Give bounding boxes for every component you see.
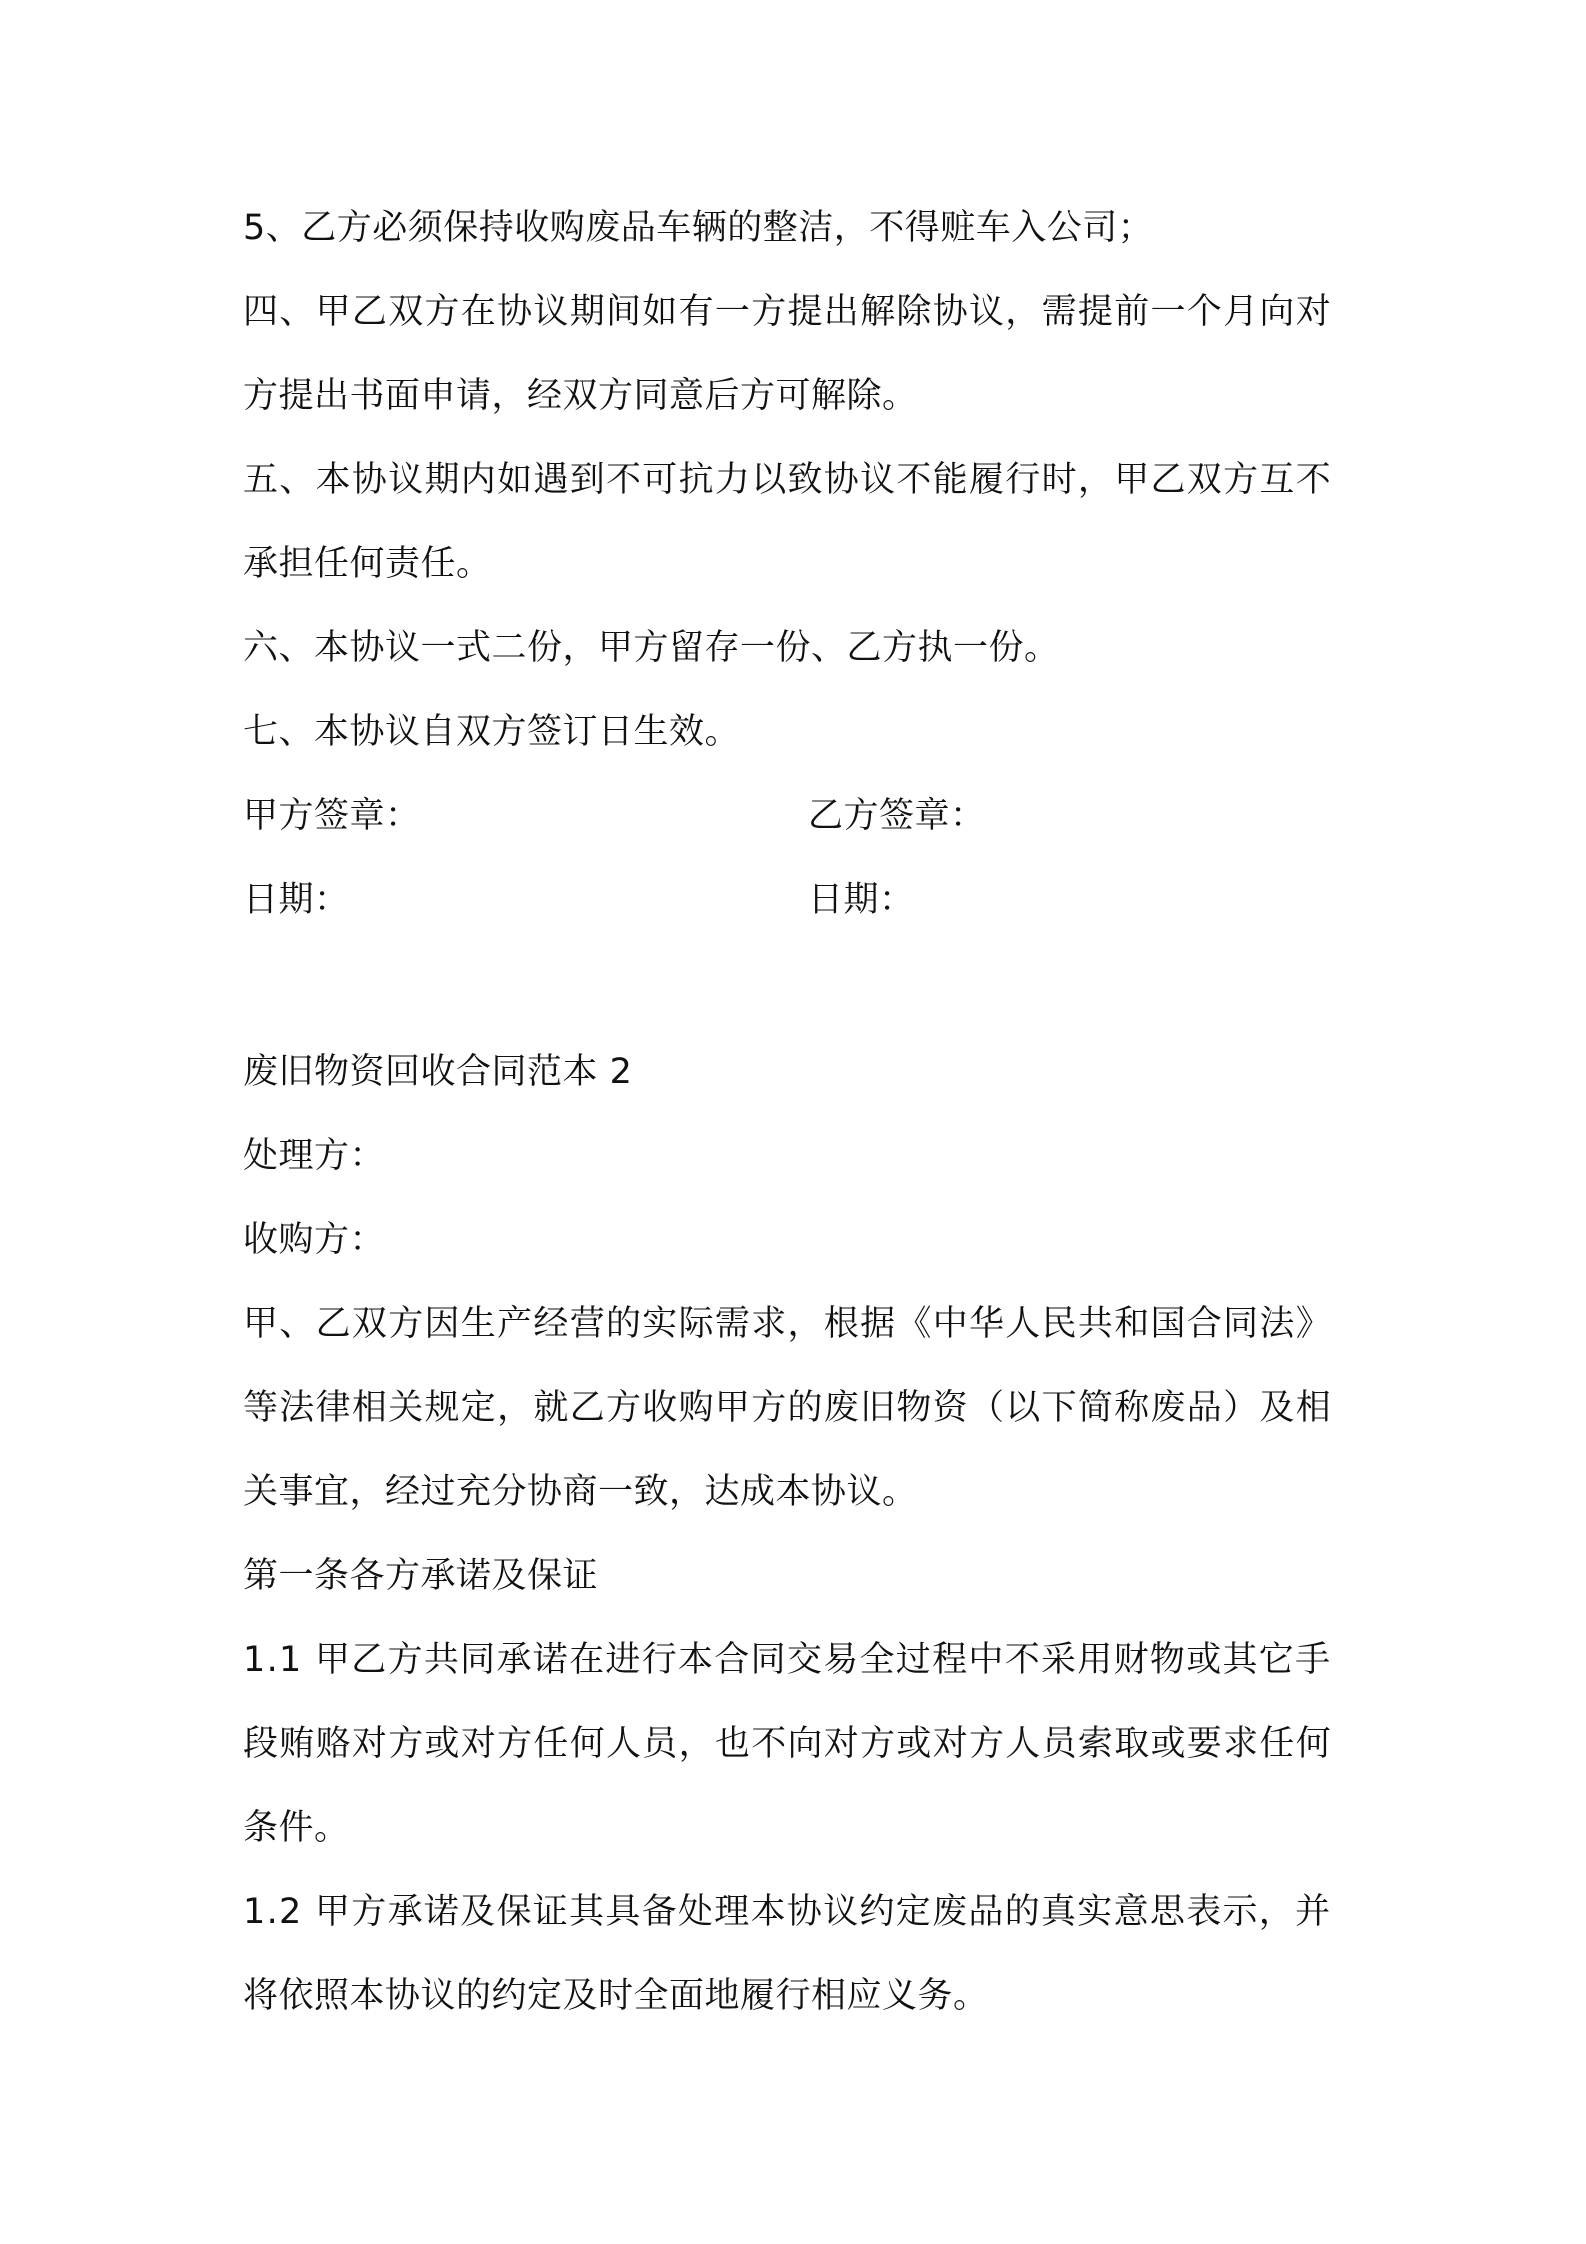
intro-line-3: 关事宜，经过充分协商一致，达成本协议。 (243, 1472, 918, 1512)
article-7-text: 七、本协议自双方签订日生效。 (243, 712, 741, 752)
clause-1-2-line-1: 1.2 甲方承诺及保证其具备处理本协议约定废品的真实意思表示，并 (243, 1892, 1332, 1932)
clause-1-1-line-1: 1.1 甲乙方共同承诺在进行本合同交易全过程中不采用财物或其它手 (243, 1640, 1332, 1680)
buyer-label: 收购方： (243, 1220, 386, 1260)
article-6-text: 六、本协议一式二份，甲方留存一份、乙方执一份。 (243, 628, 1060, 668)
contract-2-title: 废旧物资回收合同范本 2 (243, 1052, 633, 1092)
party-b-date-label: 日期： (808, 880, 915, 920)
article-4-line-1: 四、甲乙双方在协议期间如有一方提出解除协议，需提前一个月向对 (243, 292, 1333, 332)
article-5-line-1: 五、本协议期内如遇到不可抗力以致协议不能履行时，甲乙双方互不 (243, 460, 1333, 500)
clause-1-2-line-2: 将依照本协议的约定及时全面地履行相应义务。 (243, 1976, 989, 2016)
clause-5-text: 5、乙方必须保持收购废品车辆的整洁，不得赃车入公司； (243, 208, 1154, 248)
clause-1-1-line-3: 条件。 (243, 1808, 350, 1848)
party-a-seal-label: 甲方签章： (243, 796, 421, 836)
handler-label: 处理方： (243, 1136, 386, 1176)
clause-1-1-line-2: 段贿赂对方或对方任何人员，也不向对方或对方人员索取或要求任何 (243, 1724, 1333, 1764)
party-a-date-label: 日期： (243, 880, 350, 920)
party-b-seal-label: 乙方签章： (808, 796, 986, 836)
article-1-title: 第一条各方承诺及保证 (243, 1556, 599, 1596)
article-5-line-2: 承担任何责任。 (243, 544, 492, 584)
intro-line-2: 等法律相关规定，就乙方收购甲方的废旧物资（以下简称废品）及相 (243, 1388, 1333, 1428)
article-4-line-2: 方提出书面申请，经双方同意后方可解除。 (243, 376, 918, 416)
intro-line-1: 甲、乙双方因生产经营的实际需求，根据《中华人民共和国合同法》 (243, 1304, 1333, 1344)
